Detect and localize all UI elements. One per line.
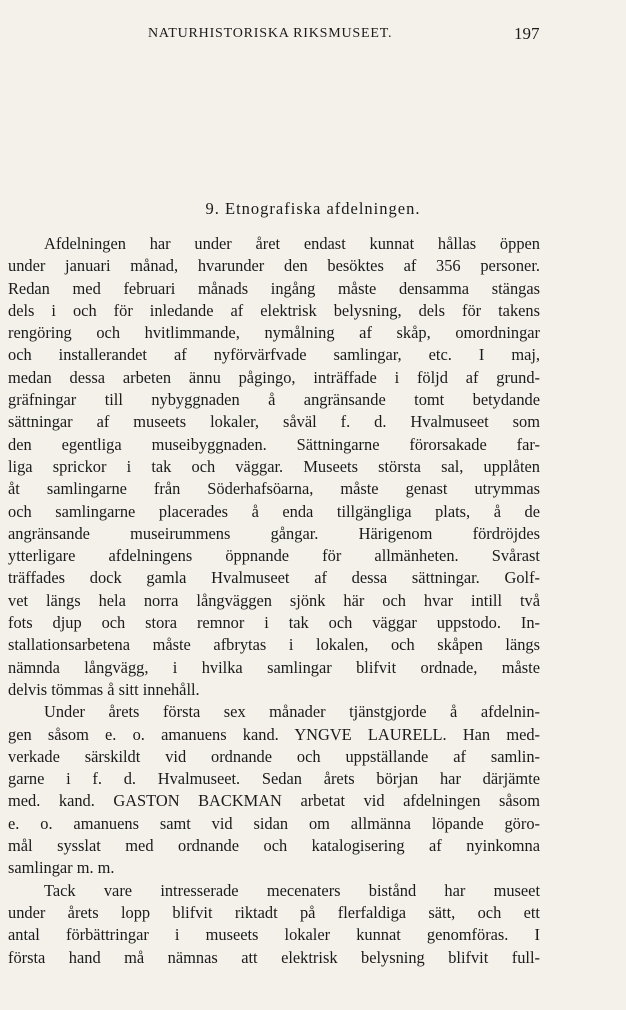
- text-line: delvis tömmas å sitt innehåll.: [8, 679, 200, 699]
- text-line: nämnda långvägg, i hvilka samlingar blifvit ordnade, måste: [8, 657, 540, 677]
- text-line: under januari månad, hvarunder den besöktes af 356 personer.: [8, 256, 540, 276]
- text-line: första hand må nämnas att elektrisk belysning blifvit full-: [8, 947, 540, 967]
- text-line: gen såsom e. o. amanuens kand. YNGVE LAURELL. Han med-: [8, 724, 540, 744]
- text-line: antal förbättringar i museets lokaler kunnat genomföras. I: [8, 925, 540, 945]
- text-line: och samlingarne placerades å enda tillgängliga plats, å de: [8, 501, 540, 521]
- text-line: Under årets första sex månader tjänstgjorde å afdelnin-: [44, 702, 540, 722]
- text-line: vet längs hela norra långväggen sjönk här och hvar intill två: [8, 590, 540, 610]
- text-line: och installerandet af nyförvärfvade samlingar, etc. I maj,: [8, 345, 540, 365]
- text-line: dels i och för inledande af elektrisk belysning, dels för takens: [8, 300, 540, 320]
- section-title: 9. Etnografiska afdelningen.: [205, 199, 421, 218]
- text-line: e. o. amanuens samt vid sidan om allmänna löpande göro-: [8, 813, 540, 833]
- text-line: rengöring och hvitlimmande, nymålning af skåp, omordningar: [8, 323, 540, 343]
- text-line: Tack vare intresserade mecenaters bistånd har museet: [44, 880, 540, 900]
- text-line: åt samlingarne från Söderhafsöarna, måste genast utrymmas: [8, 479, 540, 499]
- text-line: angränsande museirummens gångar. Härigenom fördröjdes: [8, 523, 540, 543]
- text-line: gräfningar till nybyggnaden å angränsande tomt betydande: [8, 390, 540, 410]
- body-text: [8, 233, 540, 969]
- running-head: NATURHISTORISKA RIKSMUSEET.: [148, 26, 393, 41]
- text-line: ytterligare afdelningens öppnande för allmänheten. Svårast: [8, 546, 540, 566]
- text-line: samlingar m. m.: [8, 858, 115, 878]
- text-line: träffades dock gamla Hvalmuseet af dessa sättningar. Golf-: [8, 568, 540, 588]
- text-line: den egentliga museibyggnaden. Sättningarne förorsakade far-: [8, 434, 540, 454]
- text-line: garne i f. d. Hvalmuseet. Sedan årets början har därjämte: [8, 769, 540, 789]
- text-line: mål sysslat med ordnande och katalogisering af nyinkomna: [8, 836, 540, 856]
- text-line: under årets lopp blifvit riktadt på flerfaldiga sätt, och ett: [8, 902, 540, 922]
- text-line: medan dessa arbeten ännu pågingo, inträffade i följd af grund-: [8, 367, 540, 387]
- text-line: verkade särskildt vid ordnande och uppställande af samlin-: [8, 746, 540, 766]
- text-line: stallationsarbetena måste afbrytas i lokalen, och skåpen längs: [8, 635, 540, 655]
- page-number: 197: [514, 24, 540, 43]
- text-line: sättningar af museets lokaler, såväl f. d. Hvalmuseet som: [8, 412, 540, 432]
- text-line: Redan med februari månads ingång måste densamma stängas: [8, 278, 540, 298]
- text-line: liga sprickor i tak och väggar. Museets största sal, upplåten: [8, 456, 540, 476]
- text-line: fots djup och stora remnor i tak och väggar uppstodo. In-: [8, 613, 540, 633]
- text-line: Afdelningen har under året endast kunnat hållas öppen: [44, 234, 540, 253]
- page-header: [0, 26, 626, 46]
- text-line: med. kand. GASTON BACKMAN arbetat vid afdelningen såsom: [8, 791, 540, 811]
